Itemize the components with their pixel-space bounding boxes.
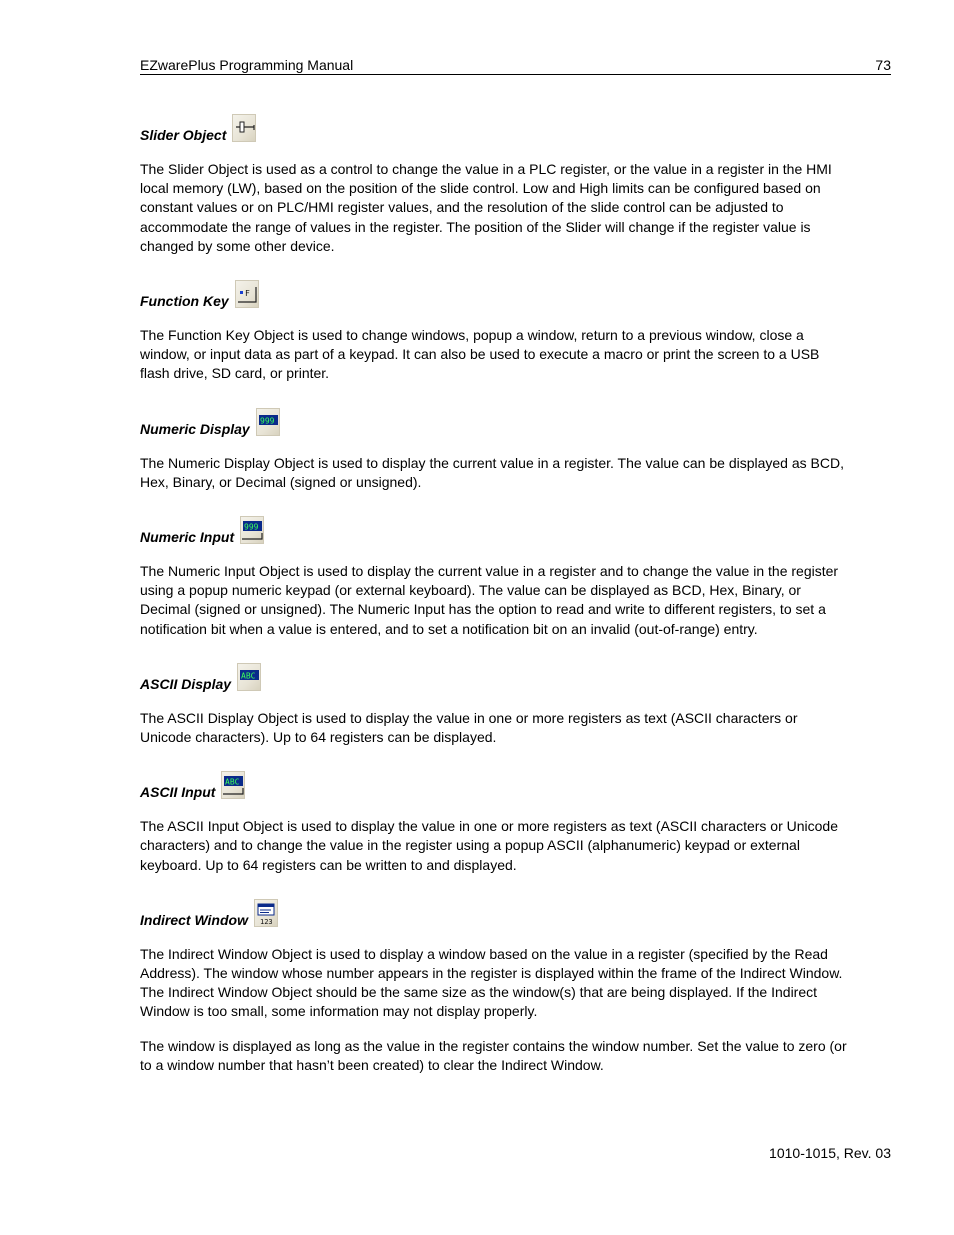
section-paragraph: The Slider Object is used as a control to change the value in a PLC register, or the value in a register in the HMI local memory (LW), based on the position of the slide control. Low and High limits can be configured based on constant values or on PLC/HMI register values, and the resolution of the slide control can be adjusted to accommodate the range of values in the register. The position of the Slider will change if the register value is changed by some other device. <box>140 161 832 254</box>
svg-text:123: 123 <box>259 917 273 926</box>
section-paragraph: The ASCII Input Object is used to display the value in one or more registers as text (ASCII characters or Unicode characters) and to change the value in the register using a popup ASCII (alphanumeric) keypad or external keyboard. Up to 64 registers can be written to and displayed. <box>140 818 838 873</box>
svg-text:F: F <box>244 289 250 299</box>
section-title: ASCII Display <box>140 675 232 692</box>
section-paragraph: The Numeric Input Object is used to display the current value in a register and to change the value in the register using a popup numeric keypad (or external keyboard). The value can be displayed as BCD, Hex, Binary, or Decimal (signed or unsigned). The Numeric Input has the option to read and write to different registers, to set a notification bit when a value is entered, and to set a notification bit on an invalid (out-of-range) entry. <box>140 563 839 637</box>
section-paragraph: The ASCII Display Object is used to display the value in one or more registers as text (ASCII characters or Unicode characters). Up to 64 registers can be displayed. <box>140 709 798 746</box>
section-paragraph: The window is displayed as long as the value in the register contains the window number. Set the value to zero (or to a window number that hasn’t been created) to clear the Indirect Window. <box>140 1037 847 1073</box>
svg-text:ABC: ABC <box>225 777 240 787</box>
ascii-display-icon <box>237 663 261 691</box>
svg-text:999: 999 <box>259 416 275 426</box>
document-revision: 1010-1015, Rev. 03 <box>769 1145 891 1161</box>
section-heading-numeric-display <box>140 406 852 438</box>
indirect-window-icon <box>254 899 278 927</box>
function-key-icon <box>235 280 259 308</box>
slider-icon <box>232 114 256 142</box>
section-heading-ascii-input <box>140 769 852 801</box>
section-heading-numeric-input <box>140 514 852 546</box>
numeric-display-icon <box>256 408 280 436</box>
page-header <box>140 56 891 75</box>
svg-text:ABC: ABC <box>241 671 256 681</box>
section-title: Indirect Window <box>140 911 248 928</box>
section-heading-slider-object <box>140 112 852 144</box>
ascii-input-icon <box>221 771 245 799</box>
section-heading-function-key <box>140 278 852 310</box>
page-number: 73 <box>875 57 891 73</box>
section-title: Numeric Display <box>140 420 250 437</box>
section-title: Function Key <box>140 293 229 310</box>
section-title: Numeric Input <box>140 529 235 546</box>
manual-title: EZwarePlus Programming Manual <box>140 57 354 73</box>
section-paragraph: The Numeric Display Object is used to display the current value in a register. The value can be displayed as BCD, Hex, Binary, or Decimal (signed or unsigned). <box>140 454 844 490</box>
section-heading-ascii-display <box>140 661 852 693</box>
section-title: ASCII Input <box>140 784 216 801</box>
section-paragraph: The Function Key Object is used to change windows, popup a window, return to a previous window, close a window, or input data as part of a keypad. It can also be used to execute a macro or print the screen to a USB flash drive, SD card, or printer. <box>140 327 820 382</box>
section-heading-indirect-window <box>140 897 852 929</box>
page-content <box>140 112 852 1075</box>
section-paragraph: The Indirect Window Object is used to display a window based on the value in a register (specified by the Read Address). The window whose number appears in the register is displayed within the frame of the Indirect Window. The Indirect Window Object should be the same size as the window(s) that are being displayed. If the Indirect Window is too small, some information may not display properly. <box>140 945 843 1020</box>
section-title: Slider Object <box>140 127 227 143</box>
svg-text:999: 999 <box>244 522 259 532</box>
numeric-input-icon <box>240 516 264 544</box>
